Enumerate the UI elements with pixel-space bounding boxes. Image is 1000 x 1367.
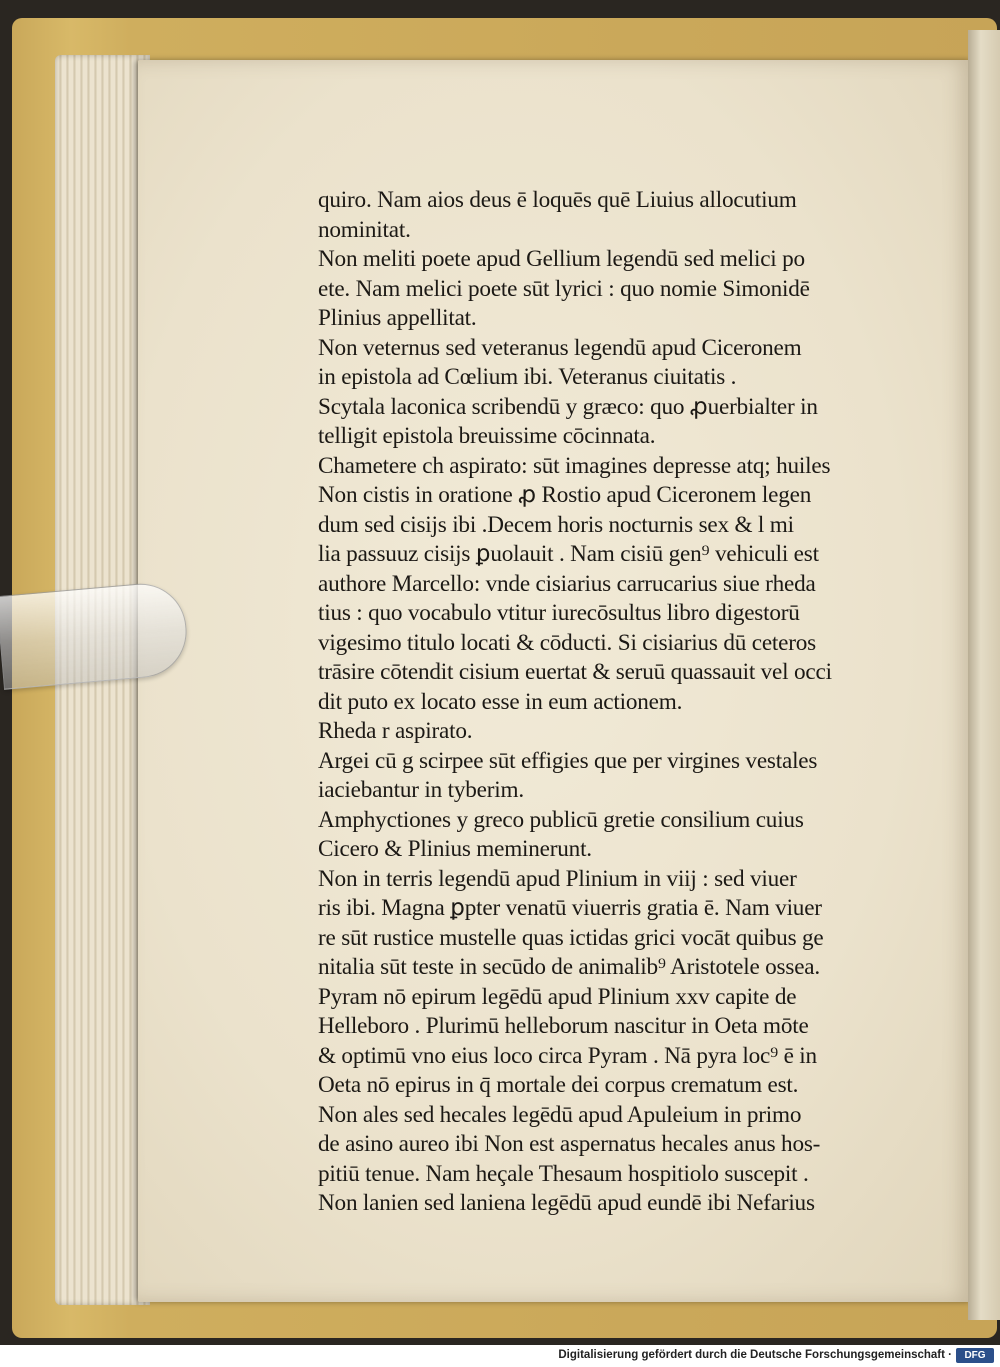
text-line: ete. Nam melici poete sūt lyrici : quo nomie Simonidē <box>318 275 810 302</box>
text-line: ris ibi. Magna ꝑpter venatū viuerris gratia ē. Nam viuer <box>318 895 822 921</box>
text-line: Amphyctiones y greco publicū gretie consilium cuius <box>318 806 804 833</box>
text-line: Oeta nō epirus in q̄ mortale dei corpus crematum est. <box>318 1072 799 1098</box>
text-line: Non lanien sed laniena legēdū apud eundē ibi Nefarius <box>318 1190 815 1216</box>
text-line: quiro. Nam aios deus ē loquēs quē Liuius allocutium <box>318 187 797 213</box>
text-line: Plinius appellitat. <box>318 305 477 331</box>
text-line: authore Marcello: vnde cisiarius carrucarius siue rheda <box>318 570 816 597</box>
text-line: Rheda r aspirato. <box>318 718 473 744</box>
text-line: nitalia sūt teste in secūdo de animalib⁹ Aristotele ossea. <box>318 954 820 980</box>
text-line: Non ales sed hecales legēdū apud Apuleium in primo <box>318 1101 802 1128</box>
text-line: Non meliti poete apud Gellium legendū sed melici po <box>318 246 805 272</box>
text-line: Pyram nō epirum legēdū apud Plinium xxv capite de <box>318 983 797 1010</box>
text-line: Non cistis in oratione ꝓ Rostio apud Ciceronem legen <box>318 482 812 508</box>
text-line: Scytala laconica scribendū y græco: quo ꝓuerbialter in <box>318 393 818 420</box>
text-line: Non veternus sed veteranus legendū apud Ciceronem <box>318 334 802 361</box>
page-text <box>318 186 918 1219</box>
text-line: telligit epistola breuissime cōcinnata. <box>318 423 656 449</box>
text-line: de asino aureo ibi Non est aspernatus hecales anus hos- <box>318 1131 821 1157</box>
text-line: trāsire cōtendit cisium euertat & seruū quassauit vel occi <box>318 659 832 685</box>
text-line: tius : quo vocabulo vtitur iurecōsultus libro digestorū <box>318 600 800 626</box>
text-line: re sūt rustice mustelle quas ictidas grici vocāt quibus ge <box>318 924 824 951</box>
text-line: & optimū vno eius loco circa Pyram . Nā pyra loc⁹ ē in <box>318 1042 817 1069</box>
text-line: Helleboro . Plurimū helleborum nascitur in Oeta mōte <box>318 1013 809 1039</box>
text-line: iaciebantur in tyberim. <box>318 777 524 803</box>
text-line: vigesimo titulo locati & cōducti. Si cisiarius dū ceteros <box>318 629 816 656</box>
dfg-logo: DFG <box>956 1348 994 1363</box>
text-line: pitiū tenue. Nam heçale Thesaum hospitiolo suscepit . <box>318 1160 809 1187</box>
footer-bar <box>0 1345 1000 1367</box>
text-line: Argei cū g scirpee sūt effigies que per virgines vestales <box>318 747 818 774</box>
digitization-credit: Digitalisierung gefördert durch die Deutsche Forschungsgemeinschaft · <box>558 1349 952 1361</box>
text-line: dum sed cisijs ibi .Decem horis nocturnis sex & l mi <box>318 511 794 538</box>
text-line: in epistola ad Cœlium ibi. Veteranus ciuitatis . <box>318 364 737 390</box>
text-line: dit puto ex locato esse in eum actionem. <box>318 688 683 715</box>
text-line: lia passuuz cisijs ꝑuolauit . Nam cisiū gen⁹ vehiculi est <box>318 541 819 567</box>
text-line: Cicero & Plinius meminerunt. <box>318 836 592 862</box>
text-line: Non in terris legendū apud Plinium in viij : sed viuer <box>318 865 797 892</box>
adjacent-page-edge <box>968 30 1000 1320</box>
text-line: Chametere ch aspirato: sūt imagines depresse atq; huiles <box>318 452 831 479</box>
text-line: nominitat. <box>318 216 411 243</box>
